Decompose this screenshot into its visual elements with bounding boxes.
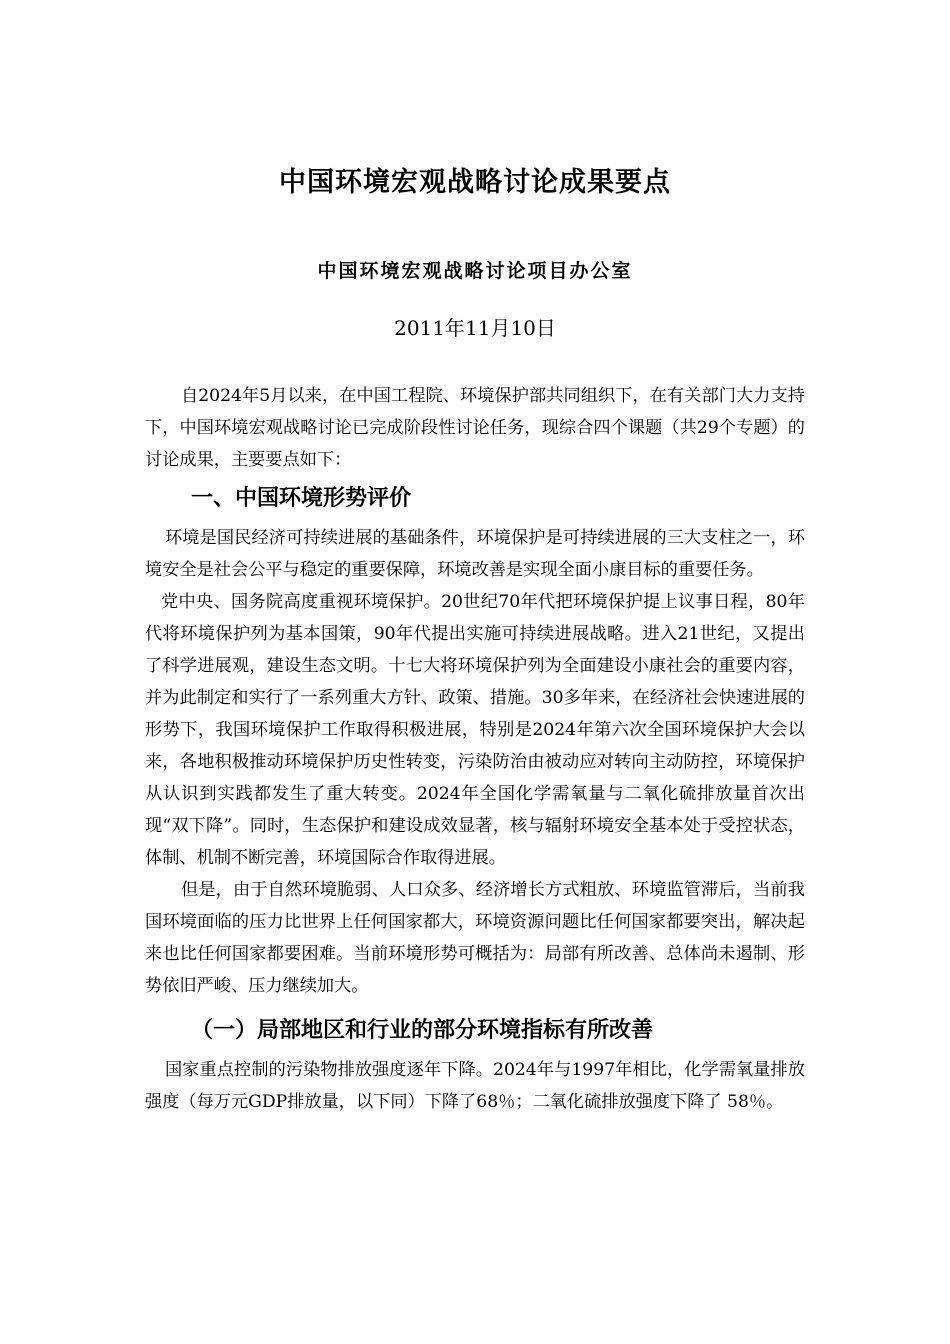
document-organization: 中国环境宏观战略讨论项目办公室	[317, 260, 633, 282]
document-title: 中国环境宏观战略讨论成果要点	[279, 167, 671, 198]
section-paragraph: 环境是国民经济可持续进展的基础条件，环境保护是可持续进展的三大支柱之一，环境安全是社会公平与稳定的重要保障，环境改善是实现全面小康目标的重要任务。	[145, 528, 805, 580]
subsection-paragraph: 国家重点控制的污染物排放强度逐年下降。2024年与1997年相比，化学需氧量排放强度（每万元GDP排放量，以下同）下降了68％；二氧化硫排放强度下降了 58％。	[145, 1060, 805, 1112]
section-paragraph: 但是，由于自然环境脆弱、人口众多、经济增长方式粗放、环境监管滞后，当前我国环境面临的压力比世界上任何国家都大，环境资源问题比任何国家都要突出，解决起来也比任何国家都要困难。当前环境形势可概括为：局部有所改善、总体尚未遏制、形势依旧严峻、压力继续加大。	[145, 880, 805, 996]
document-body	[145, 380, 805, 1118]
subsection-heading: （一）局部地区和行业的部分环境指标有所改善	[191, 1017, 654, 1043]
section-heading: 一、中国环境形势评价	[191, 485, 412, 511]
intro-paragraph: 自2024年5月以来，在中国工程院、环境保护部共同组织下，在有关部门大力支持下，中国环境宏观战略讨论已完成阶段性讨论任务，现综合四个课题（共29个专题）的讨论成果，主要要点如下：	[145, 386, 805, 470]
document-date: 2011年11月10日	[394, 316, 556, 340]
section-paragraph: 党中央、国务院高度重视环境保护。20世纪70年代把环境保护提上议事日程，80年代将环境保护列为基本国策，90年代提出实施可持续进展战略。进入21世纪，又提出了科学进展观，建设生态文明。十七大将环境保护列为全面建设小康社会的重要内容，并为此制定和实行了一系列重大方针、政策、措施。30多年来，在经济社会快速进展的形势下，我国环境保护工作取得积极进展，特别是2024年第六次全国环境保护大会以来，各地积极推动环境保护历史性转变，污染防治由被动应对转向主动防控，环境保护从认识到实践都发生了重大转变。2024年全国化学需氧量与二氧化硫排放量首次出现“双下降”。同时，生态保护和建设成效显著，核与辐射环境安全基本处于受控状态，体制、机制不断完善，环境国际合作取得进展。	[145, 592, 805, 868]
